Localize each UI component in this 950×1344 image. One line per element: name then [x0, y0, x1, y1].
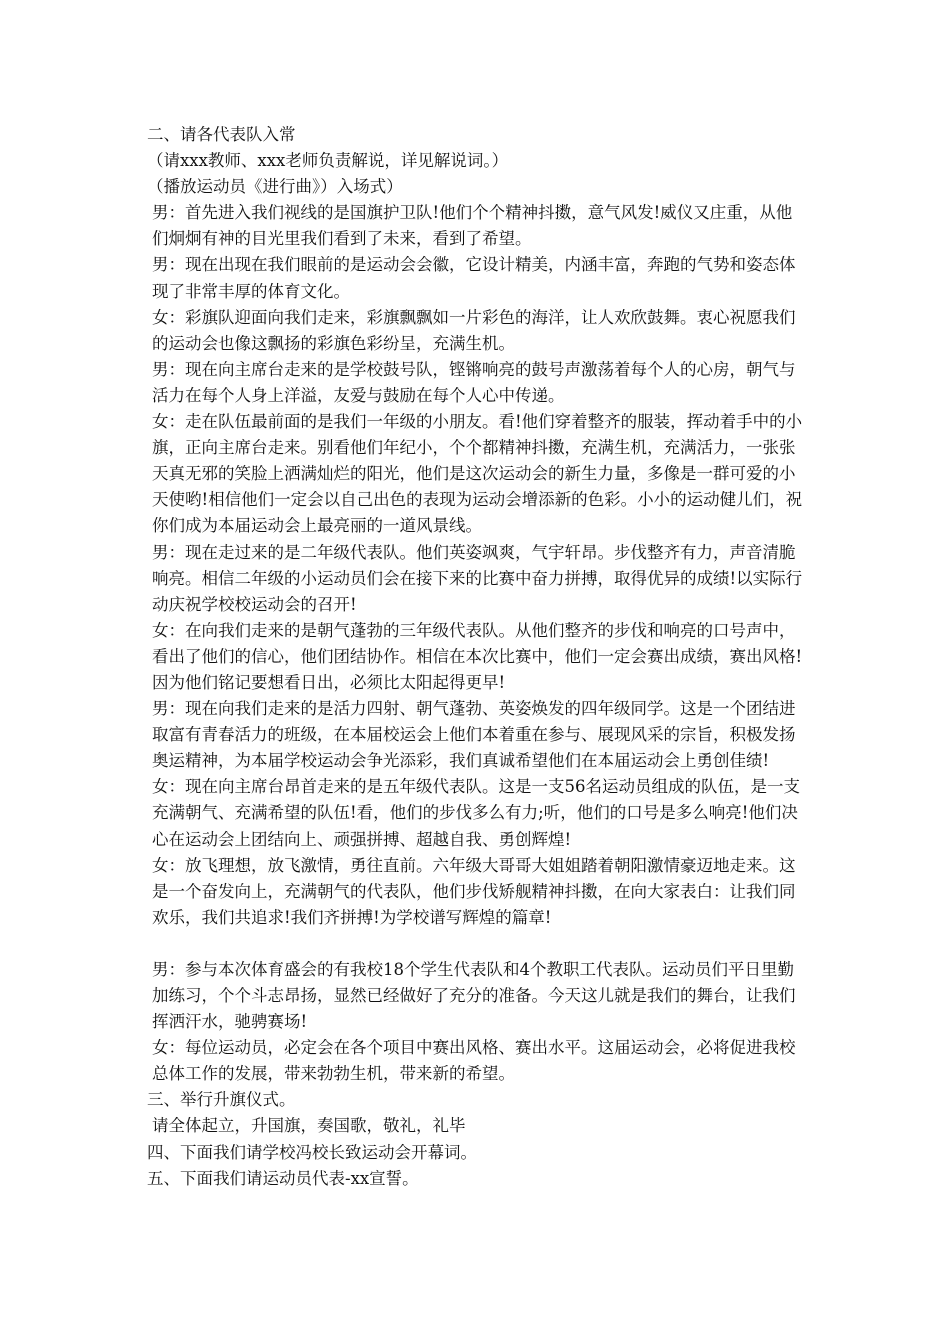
paragraph: 男：现在向主席台走来的是学校鼓号队，铿锵响亮的鼓号声激荡着每个人的心房，朝气与活力在每个人身上洋溢，友爱与鼓励在每个人心中传递。 [152, 359, 796, 405]
paragraph: 女：每位运动员，必定会在各个项目中赛出风格、赛出水平。这届运动会，必将促进我校总体工作的发展，带来勃勃生机，带来新的希望。 [152, 1038, 796, 1084]
paragraph: 男：现在出现在我们眼前的是运动会会徽，它设计精美，内涵丰富，奔跑的气势和姿态体现了非常丰厚的体育文化。 [152, 255, 796, 301]
paragraph: 男：现在向我们走来的是活力四射、朝气蓬勃、英姿焕发的四年级同学。这是一个团结进取富有青春活力的班级，在本届校运会上他们本着重在参与、展现风采的宗旨，积极发扬奥运精神，为本届学校运动会争光添彩，我们真诚希望他们在本届运动会上勇创佳绩! [152, 699, 796, 771]
paragraph: （请xxx教师、xxx老师负责解说，详见解说词。） [147, 151, 509, 171]
paragraph: 女：放飞理想，放飞激情，勇往直前。六年级大哥哥大姐姐踏着朝阳激情豪迈地走来。这是一个奋发向上，充满朝气的代表队，他们步伐矫舰精神抖擞，在向大家表白：让我们同欢乐，我们共追求!我们齐拼搏!为学校谱写辉煌的篇章! [152, 855, 796, 927]
blank-line [147, 931, 807, 957]
paragraph: 男：首先进入我们视线的是国旗护卫队!他们个个精神抖擞，意气风发!威仪又庄重，从他们炯炯有神的目光里我们看到了未来，看到了希望。 [152, 203, 793, 249]
paragraph: 女：在向我们走来的是朝气蓬勃的三年级代表队。从他们整齐的步伐和响亮的口号声中，看出了他们的信心，他们团结协作。相信在本次比赛中，他们一定会赛出成绩，赛出风格!因为他们铭记要想看日出，必须比太阳起得更早! [152, 620, 803, 692]
paragraph: 女：彩旗队迎面向我们走来，彩旗飘飘如一片彩色的海洋，让人欢欣鼓舞。衷心祝愿我们的运动会也像这飘扬的彩旗色彩纷呈，充满生机。 [152, 307, 796, 353]
paragraph: 女：现在向主席台昂首走来的是五年级代表队。这是一支56名运动员组成的队伍，是一支充满朝气、充满希望的队伍!看，他们的步伐多么有力;听，他们的口号是多么响亮!他们决心在运动会上团结向上、顽强拼搏、超越自我、勇创辉煌! [152, 777, 800, 849]
paragraph: 请全体起立，升国旗，奏国歌，敬礼，礼毕 [152, 1116, 466, 1136]
section-heading: 五、下面我们请运动员代表-xx宣誓。 [147, 1168, 419, 1188]
paragraph: 男：现在走过来的是二年级代表队。他们英姿飒爽，气宇轩昂。步伐整齐有力，声音清脆响亮。相信二年级的小运动员们会在接下来的比赛中奋力拼搏，取得优异的成绩!以实际行动庆祝学校校运动会的召开! [152, 542, 803, 614]
paragraph: 女：走在队伍最前面的是我们一年级的小朋友。看!他们穿着整齐的服装，挥动着手中的小旗，正向主席台走来。别看他们年纪小，个个都精神抖擞，充满生机，充满活力，一张张天真无邪的笑脸上洒满灿烂的阳光，他们是这次运动会的新生力量，多像是一群可爱的小天使哟!相信他们一定会以自己出色的表现为运动会增添新的色彩。小小的运动健儿们，祝你们成为本届运动会上最亮丽的一道风景线。 [152, 412, 803, 536]
paragraph: （播放运动员《进行曲》）入场式） [147, 177, 403, 197]
section-heading: 三、举行升旗仪式。 [147, 1090, 296, 1110]
document-body [147, 122, 807, 1192]
section-heading: 四、下面我们请学校冯校长致运动会开幕词。 [147, 1142, 477, 1162]
paragraph: 男：参与本次体育盛会的有我校18个学生代表队和4个教职工代表队。运动员们平日里勤加练习，个个斗志昂扬，显然已经做好了充分的准备。今天这儿就是我们的舞台，让我们挥洒汗水，驰骋赛场! [152, 959, 796, 1032]
section-heading: 二、请各代表队入常 [147, 125, 296, 144]
